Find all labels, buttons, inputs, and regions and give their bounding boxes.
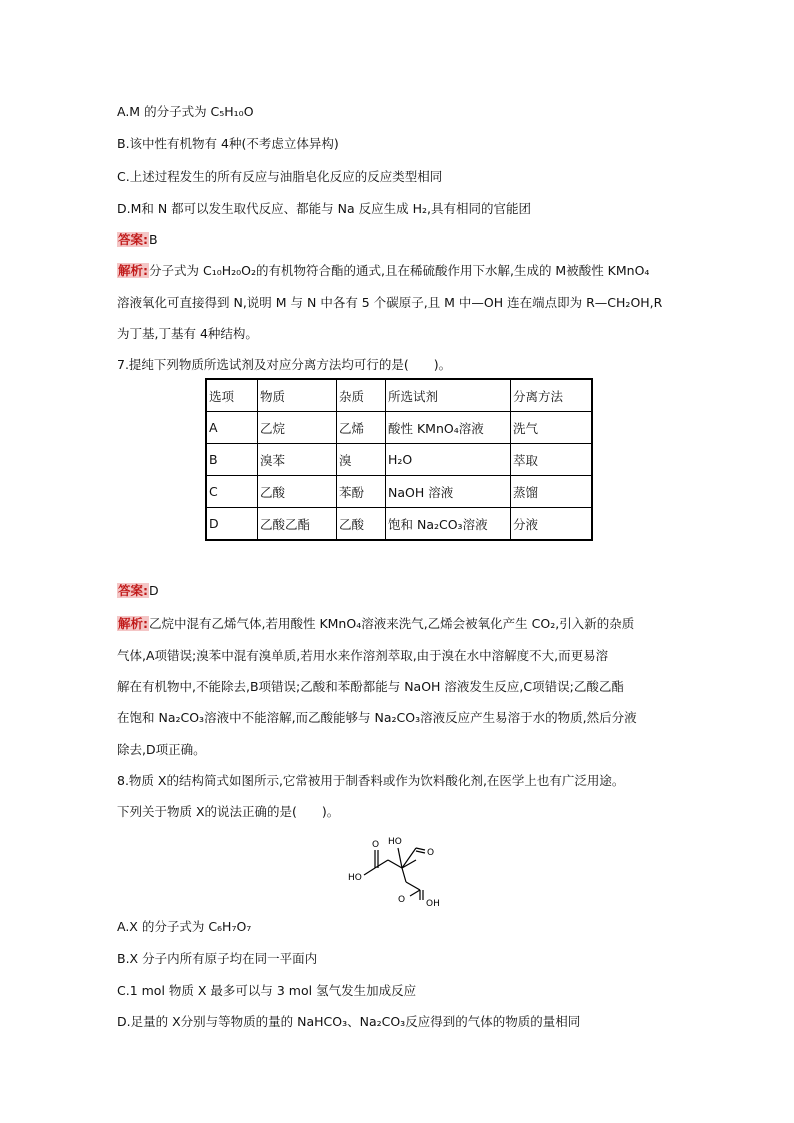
- q8-option-c: C.1 mol 物质 X 最多可以与 3 mol 氢气发生加成反应: [117, 983, 417, 998]
- header-cell: 选项: [206, 379, 258, 412]
- q6-option-a: A.M 的分子式为 C₅H₁₀O: [117, 104, 254, 119]
- table-cell: 分液: [511, 508, 593, 541]
- table-cell: 乙酸: [337, 508, 386, 541]
- header-cell: 杂质: [337, 379, 386, 412]
- table-cell: 酸性 KMnO₄溶液: [386, 412, 511, 444]
- table-row: [206, 476, 592, 508]
- table-cell: B: [206, 444, 258, 476]
- table-cell: 溴: [337, 444, 386, 476]
- q6-analysis-line-3: 为丁基,丁基有 4种结构。: [117, 326, 258, 341]
- answer-value: B: [149, 232, 158, 247]
- citric-acid-structure: [340, 820, 460, 910]
- analysis-text: 分子式为 C₁₀H₂₀O₂的有机物符合酯的通式,且在稀硫酸作用下水解,生成的 M被酸性 KMnO₄: [149, 263, 650, 278]
- q6-option-c: C.上述过程发生的所有反应与油脂皂化反应的反应类型相同: [117, 169, 443, 184]
- label-ho-left: HO: [348, 873, 362, 883]
- table-cell: D: [206, 508, 258, 541]
- q6-analysis-line-2: 溶液氧化可直接得到 N,说明 M 与 N 中各有 5 个碳原子,且 M 中—OH 连在端点即为 R—CH₂OH,R: [117, 295, 663, 310]
- label-o-right: O: [427, 848, 435, 858]
- table-row: [206, 412, 592, 444]
- q6-option-b: B.该中性有机物有 4种(不考虑立体异构): [117, 136, 339, 151]
- analysis-label: 解析:: [118, 616, 148, 631]
- label-ho-top: HO: [388, 837, 402, 847]
- table-cell: 苯酚: [337, 476, 386, 508]
- q7-answer: [117, 582, 159, 600]
- table-cell: 乙酸乙酯: [258, 508, 337, 541]
- q7-analysis-line-4: 在饱和 Na₂CO₃溶液中不能溶解,而乙酸能够与 Na₂CO₃溶液反应产生易溶于水的物质,然后分液: [117, 710, 637, 725]
- q8-option-b: B.X 分子内所有原子均在同一平面内: [117, 951, 318, 966]
- analysis-text: 乙烷中混有乙烯气体,若用酸性 KMnO₄溶液来洗气,乙烯会被氧化产生 CO₂,引入新的杂质: [149, 616, 635, 631]
- table-cell: 乙烯: [337, 412, 386, 444]
- header-cell: 所选试剂: [386, 379, 511, 412]
- table-cell: 蒸馏: [511, 476, 593, 508]
- table-cell: 乙酸: [258, 476, 337, 508]
- analysis-label: 解析:: [118, 263, 148, 278]
- label-o-bottom: O: [398, 895, 406, 905]
- q6-analysis-line-1: [117, 262, 649, 280]
- label-oh-bottom: OH: [426, 899, 440, 909]
- table-row: [206, 444, 592, 476]
- table-cell: 洗气: [511, 412, 593, 444]
- table-cell: 溴苯: [258, 444, 337, 476]
- header-cell: 分离方法: [511, 379, 593, 412]
- q7-analysis-line-2: 气体,A项错误;溴苯中混有溴单质,若用水来作溶剂萃取,由于溴在水中溶解度不大,而更易溶: [117, 648, 609, 663]
- table-cell: NaOH 溶液: [386, 476, 511, 508]
- answer-value: D: [149, 583, 159, 598]
- table-cell: A: [206, 412, 258, 444]
- table-cell: 乙烷: [258, 412, 337, 444]
- label-o-left: O: [372, 840, 380, 850]
- header-cell: 物质: [258, 379, 337, 412]
- q7-analysis-line-3: 解在有机物中,不能除去,B项错误;乙酸和苯酚都能与 NaOH 溶液发生反应,C项错误;乙酸乙酯: [117, 679, 624, 694]
- q7-stem: 7.提纯下列物质所选试剂及对应分离方法均可行的是( )。: [117, 357, 452, 372]
- answer-label: 答案:: [118, 232, 148, 247]
- q8-stem-line-2: 下列关于物质 X的说法正确的是( )。: [117, 804, 340, 819]
- table-cell: H₂O: [386, 444, 511, 476]
- q7-table: [205, 378, 593, 541]
- q8-option-d: D.足量的 X分别与等物质的量的 NaHCO₃、Na₂CO₃反应得到的气体的物质的量相同: [117, 1014, 581, 1029]
- q7-analysis-line-1: [117, 615, 634, 633]
- table-cell: C: [206, 476, 258, 508]
- q6-answer: [117, 231, 158, 249]
- answer-label: 答案:: [118, 583, 148, 598]
- q6-option-d: D.M和 N 都可以发生取代反应、都能与 Na 反应生成 H₂,具有相同的官能团: [117, 201, 531, 216]
- table-cell: 萃取: [511, 444, 593, 476]
- table-header-row: [206, 379, 592, 412]
- q8-stem-line-1: 8.物质 X的结构简式如图所示,它常被用于制香料或作为饮料酸化剂,在医学上也有广泛用途。: [117, 773, 625, 788]
- q8-option-a: A.X 的分子式为 C₆H₇O₇: [117, 919, 252, 934]
- table-row: [206, 508, 592, 541]
- table-cell: 饱和 Na₂CO₃溶液: [386, 508, 511, 541]
- q7-analysis-line-5: 除去,D项正确。: [117, 742, 206, 757]
